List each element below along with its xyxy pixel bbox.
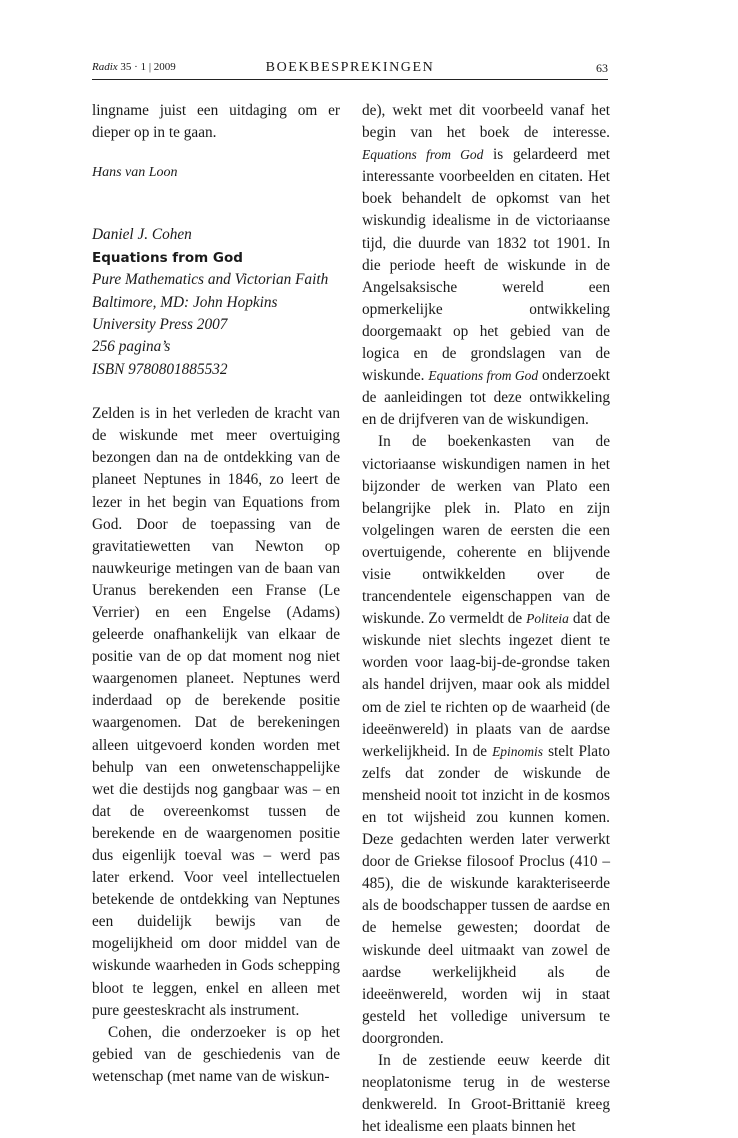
work-title-epinomis: Epinomis: [492, 743, 544, 759]
review-paragraph-4: In de zestiende eeuw keerde dit neoplatonisme terug in de westerse denkwereld. In Groot-Brittanië kreeg het idealisme een plaats binnen het: [362, 1052, 610, 1136]
book-title-ref: Equations from God: [362, 147, 484, 163]
text-segment: In de boekenkasten van de victoriaanse wiskundigen namen in het bijzonder de werken van Plato een belangrijke plek in. Plato en zijn volgelingen waren de eersten die een overtuigende, coherente en blijvende visie ontwikkelden over de trancendentele eigenschappen van de wiskunde. Zo vermeldt de: [362, 433, 610, 628]
book-publisher: Baltimore, MD: John Hopkins: [92, 293, 278, 311]
header-rule: [92, 79, 608, 80]
left-column: [92, 100, 340, 1088]
text-segment: is gelardeerd met interessante voorbeelden en citaten. Het boek behandelt de opkomst van het wiskundig idealisme in de victoriaanse tijd, die duurde van 1832 tot 1901. In die periode heeft de wiskunde in de Angelsaksische wereld een opmerkelijke ontwikkeling doorgemaakt op het gebied van de logica en de grondslagen van de wiskunde.: [362, 146, 610, 385]
book-publisher-year: University Press 2007: [92, 315, 228, 333]
text-segment: dat de wiskunde niet slechts ingezet dient te worden voor laag-bij-de-grondse taken als handel drijven, maar ook als middel om de ziel te richten op de waarheid (de ideeënwereld) in plaats van de aardse werkelijkheid. In de: [362, 610, 611, 760]
book-pages: 256 pagina’s: [92, 338, 171, 356]
continued-text: lingname juist een uitdaging om er dieper op in te gaan.: [92, 102, 340, 142]
right-column: [362, 100, 610, 1138]
book-details: [92, 224, 340, 381]
book-isbn: ISBN 9780801885532: [92, 360, 228, 378]
running-header: [92, 61, 608, 77]
book-subtitle: Pure Mathematics and Victorian Faith: [92, 271, 329, 289]
text-segment: de), wekt met dit voorbeeld vanaf het begin van het boek de interesse.: [362, 102, 610, 142]
page-number: 63: [596, 61, 608, 75]
review-paragraph-3: [362, 431, 610, 1050]
review-paragraph-1: Zelden is in het verleden de kracht van de wiskunde met meer overtuiging bezongen dan na de ontdekking van de planeet Neptunes in 1846, zo leert de lezer in het begin van Equations from God. Door de toepassing van de gravitatiewetten van Newton op nauwkeurige metingen van de baan van Uranus berekenden een Franse (Le Verrier) en een Engelse (Adams) geleerde onafhankelijk van elkaar de positie van de op dat moment nog niet waargenomen planeet. Neptunes werd inderdaad op de berekende positie waargenomen. Dat de berekeningen alleen uitgevoerd konden worden met behulp van een onwetenschappelijke wet die destijds nog gangbaar was – en dat de overeenkomst tussen de berekende en de waargenomen positie dus eigenlijk toeval was – werd pas later erkend. Voor veel intellectuelen betekende de ontdekking van Neptunes een duidelijk bewijs van de mogelijkheid om door middel van de wiskunde waarheden in Gods schepping bloot te leggen, enkel en alleen met pure geesteskracht als instrument.: [92, 405, 340, 1019]
text-segment: onderzoekt de aanleidingen tot deze ontwikkeling en de drijfveren van de wiskundigen.: [362, 367, 610, 429]
work-title-politeia: Politeia: [526, 611, 569, 627]
review-paragraph-2-cont: [362, 100, 610, 431]
book-author: Daniel J. Cohen: [92, 226, 192, 244]
review-signature: Hans van Loon: [92, 165, 178, 181]
journal-issue: 35 · 1 | 2009: [120, 61, 176, 73]
review-paragraph-2: Cohen, die onderzoeker is op het gebied van de geschiedenis van de wetenschap (met name van de wiskun-: [92, 1023, 340, 1085]
book-title: Equations from God: [92, 249, 243, 266]
section-title: BOEKBESPREKINGEN: [265, 60, 435, 75]
book-title-ref: Equations from God: [428, 368, 539, 384]
journal-name: Radix: [92, 61, 118, 73]
text-segment: stelt Plato zelfs dat zonder de wiskunde de mensheid nooit tot inzicht in de kosmos en tot wijsheid zou kunnen komen. Deze gedachten werden later verwerkt door de Griekse filosoof Proclus (410 – 485), die de wiskunde karakteriseerde als de boodschapper tussen de aardse en de hemelse gewesten; doordat de wiskunde deel uitmaakt van zowel de aardse werkelijkheid als de ideeënwereld, worden wij in staat gesteld het volledige universum te doorgronden.: [362, 742, 610, 1047]
